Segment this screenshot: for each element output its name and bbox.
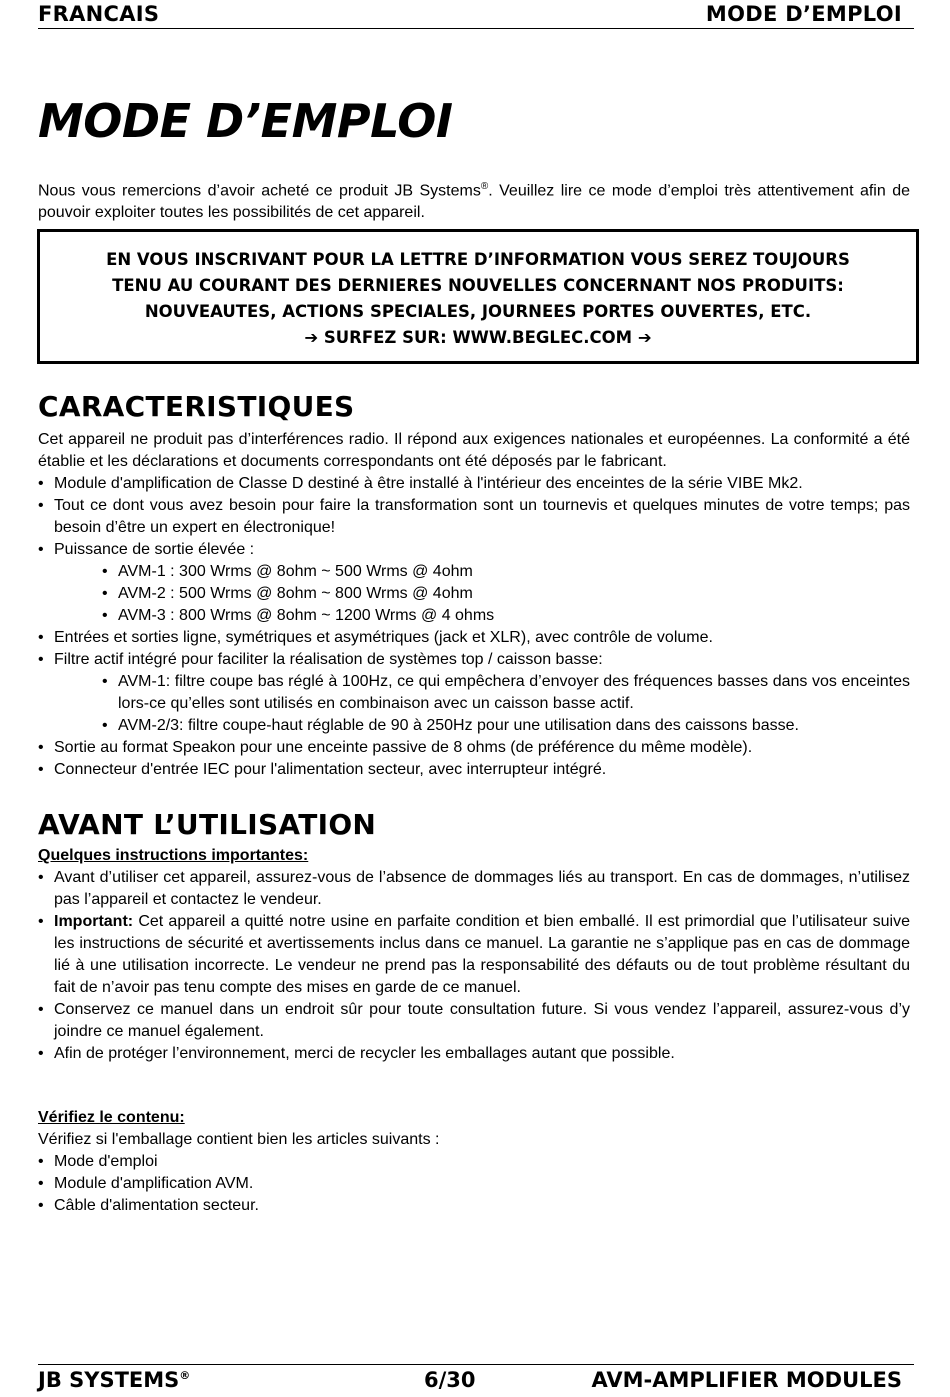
before-use-heading: AVANT L’UTILISATION: [38, 808, 377, 841]
list-item: • Entrées et sorties ligne, symétriques et asymétriques (jack et XLR), avec contrôle de volume.: [38, 627, 910, 649]
footer-product: AVM-AMPLIFIER MODULES: [591, 1368, 902, 1392]
page-title: MODE D’EMPLOI: [38, 94, 453, 148]
list-item: [38, 539, 910, 627]
intro-paragraph: [38, 176, 910, 224]
footer-brand: [38, 1368, 190, 1392]
list-item: • Câble d'alimentation secteur.: [38, 1195, 910, 1217]
important-label: Important:: [54, 913, 134, 930]
list-item: • AVM-1 : 300 Wrms @ 8ohm ~ 500 Wrms @ 4ohm: [118, 561, 910, 583]
power-sublist: [54, 561, 910, 627]
characteristics-heading: CARACTERISTIQUES: [38, 390, 355, 423]
characteristics-intro: Cet appareil ne produit pas d’interférences radio. Il répond aux exigences nationales et européennes. La conformité a été établie et les déclarations et documents correspondants ont été déposés par le fabricant.: [38, 431, 910, 470]
list-item: • Avant d’utiliser cet appareil, assurez-vous de l’absence de dommages liés au transport. En cas de dommages, n’utilisez pas l’appareil et contactez le vendeur.: [38, 867, 910, 911]
list-item: • Mode d'emploi: [38, 1151, 910, 1173]
running-header: [38, 2, 914, 29]
list-item: • Connecteur d'entrée IEC pour l'alimentation secteur, avec interrupteur intégré.: [38, 759, 910, 781]
instructions-subheading: Quelques instructions importantes:: [38, 847, 309, 864]
notice-line-3: NOUVEAUTES, ACTIONS SPECIALES, JOURNEES PORTES OUVERTES, ETC.: [144, 302, 812, 321]
footer-brand-name: JB SYSTEMS: [38, 1368, 180, 1392]
important-text: Cet appareil a quitté notre usine en parfaite condition et bien emballé. Il est primordial que l’utilisateur suive les instructions de sécurité et avertissements inclus dans ce manuel. La garantie ne s’applique pas en cas de dommage lié à une utilisation incorrecte. Le vendeur ne prend pas la responsabilité des défauts ou de tout problème résultant du fait de n’avoir pas tenu compte des mises en garde de ce manuel.: [54, 913, 910, 996]
running-footer: [38, 1364, 914, 1393]
registered-mark: ®: [480, 181, 489, 192]
list-item: • AVM-3 : 800 Wrms @ 8ohm ~ 1200 Wrms @ 4 ohms: [118, 605, 910, 627]
power-label: Puissance de sortie élevée :: [54, 541, 255, 558]
list-item: • Tout ce dont vous avez besoin pour faire la transformation sont un tournevis et quelques minutes de votre temps; pas besoin d’être un expert en électronique!: [38, 495, 910, 539]
list-item: • AVM-2/3: filtre coupe-haut réglable de 90 à 250Hz pour une utilisation dans des caissons basse.: [118, 715, 910, 737]
newsletter-notice-box: [37, 229, 919, 364]
list-item: [38, 911, 910, 999]
notice-line-1: EN VOUS INSCRIVANT POUR LA LETTRE D’INFORMATION VOUS SEREZ TOUJOURS: [106, 250, 850, 269]
header-language: FRANCAIS: [38, 2, 160, 26]
footer-registered-mark: ®: [179, 1369, 191, 1382]
list-item: • Module d'amplification de Classe D destiné à être installé à l'intérieur des enceintes de la série VIBE Mk2.: [38, 473, 910, 495]
filter-label: Filtre actif intégré pour faciliter la réalisation de systèmes top / caisson basse:: [54, 651, 603, 668]
contents-intro: Vérifiez si l'emballage contient bien les articles suivants :: [38, 1131, 440, 1148]
notice-line-2: TENU AU COURANT DES DERNIERES NOUVELLES CONCERNANT NOS PRODUITS:: [112, 276, 844, 295]
list-item: • AVM-1: filtre coupe bas réglé à 100Hz, ce qui empêchera d’envoyer des fréquences basses dans vos enceintes lors-ce qu’elles sont utilisés en combinaison avec un caisson basse actif.: [118, 671, 910, 715]
notice-website-link[interactable]: ➔ SURFEZ SUR: WWW.BEGLEC.COM ➔: [304, 328, 652, 347]
list-item: • Sortie au format Speakon pour une enceinte passive de 8 ohms (de préférence du même modèle).: [38, 737, 910, 759]
intro-text-start: Nous vous remercions d’avoir acheté ce produit JB Systems: [38, 182, 481, 200]
instructions-list: [38, 867, 910, 1065]
header-section: MODE D’EMPLOI: [705, 2, 902, 26]
contents-list: [38, 1151, 910, 1217]
contents-subheading: Vérifiez le contenu:: [38, 1109, 185, 1126]
list-item: • AVM-2 : 500 Wrms @ 8ohm ~ 800 Wrms @ 4ohm: [118, 583, 910, 605]
list-item: • Conservez ce manuel dans un endroit sûr pour toute consultation future. Si vous vendez l’appareil, assurez-vous d’y joindre ce manuel également.: [38, 999, 910, 1043]
filter-sublist: [54, 671, 910, 737]
characteristics-list: [38, 473, 910, 781]
intro-text-end: . Veuillez lire ce mode d’emploi très attentivement afin de pouvoir exploiter toutes les possibilités de cet appareil.: [38, 182, 910, 222]
list-item: • Afin de protéger l’environnement, merci de recycler les emballages autant que possible.: [38, 1043, 910, 1065]
page-number: 6/30: [424, 1368, 476, 1392]
list-item: • Module d'amplification AVM.: [38, 1173, 910, 1195]
list-item: [38, 649, 910, 737]
